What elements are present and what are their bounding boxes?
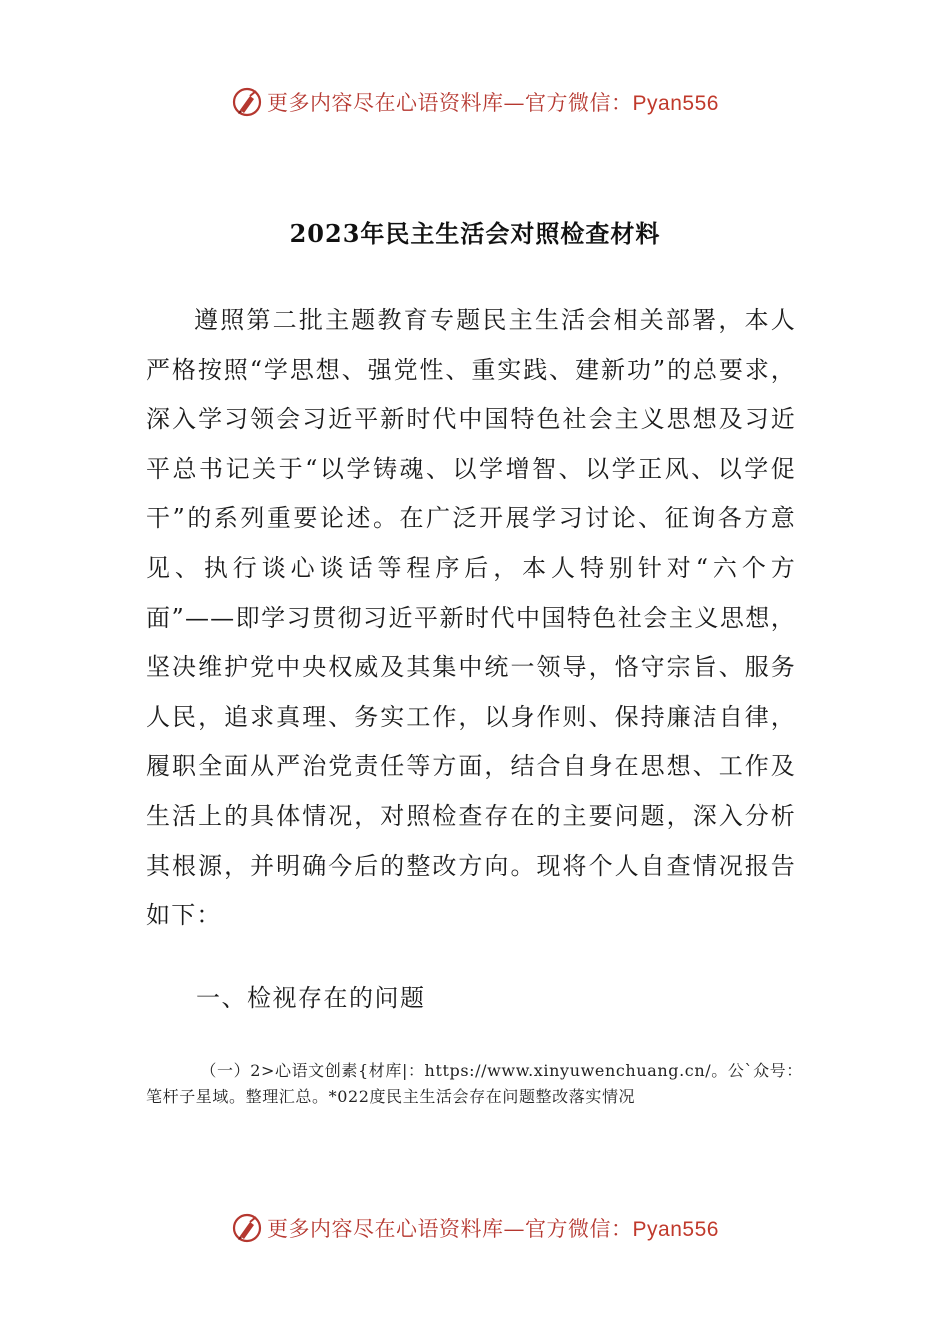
banner-wechat-id: Pyan556 xyxy=(632,92,719,115)
footer-banner xyxy=(0,1208,950,1248)
banner-text-cn: 更多内容尽在心语资料库—官方微信： xyxy=(267,91,633,115)
pen-nib-logo-icon xyxy=(231,1212,263,1244)
banner-text-cn: 更多内容尽在心语资料库—官方微信： xyxy=(267,1217,633,1241)
banner-text xyxy=(267,87,719,117)
intro-paragraph: 遵照第二批主题教育专题民主生活会相关部署，本人严格按照“学思想、强党性、重实践、建新功”的总要求，深入学习领会习近平新时代中国特色社会主义思想及习近平总书记关于“以学铸魂、以学增智、以学正风、以学促干”的系列重要论述。在广泛开展学习讨论、征询各方意见、执行谈心谈话等程序后，本人特别针对“六个方面”——即学习贯彻习近平新时代中国特色社会主义思想，坚决维护党中央权威及其集中统一领导，恪守宗旨、服务人民，追求真理、务实工作，以身作则、保持廉洁自律，履职全面从严治党责任等方面，结合自身在思想、工作及生活上的具体情况，对照检查存在的主要问题，深入分析其根源，并明确今后的整改方向。现将个人自查情况报告如下： xyxy=(146,306,796,930)
banner-wechat-id: Pyan556 xyxy=(632,1218,719,1241)
section-heading: 一、检视存在的问题 xyxy=(196,984,426,1012)
header-banner xyxy=(0,82,950,122)
pen-nib-logo-icon xyxy=(231,86,263,118)
banner-text xyxy=(267,1213,719,1243)
page-title: 2023年民主生活会对照检查材料 xyxy=(289,219,661,248)
source-note: （一）2>心语文创素{材库|：https://www.xinyuwenchuang.cn/。公`众号：笔杆子星域。整理汇总。*022度民主生活会存在问题整改落实情况 xyxy=(146,1061,803,1106)
